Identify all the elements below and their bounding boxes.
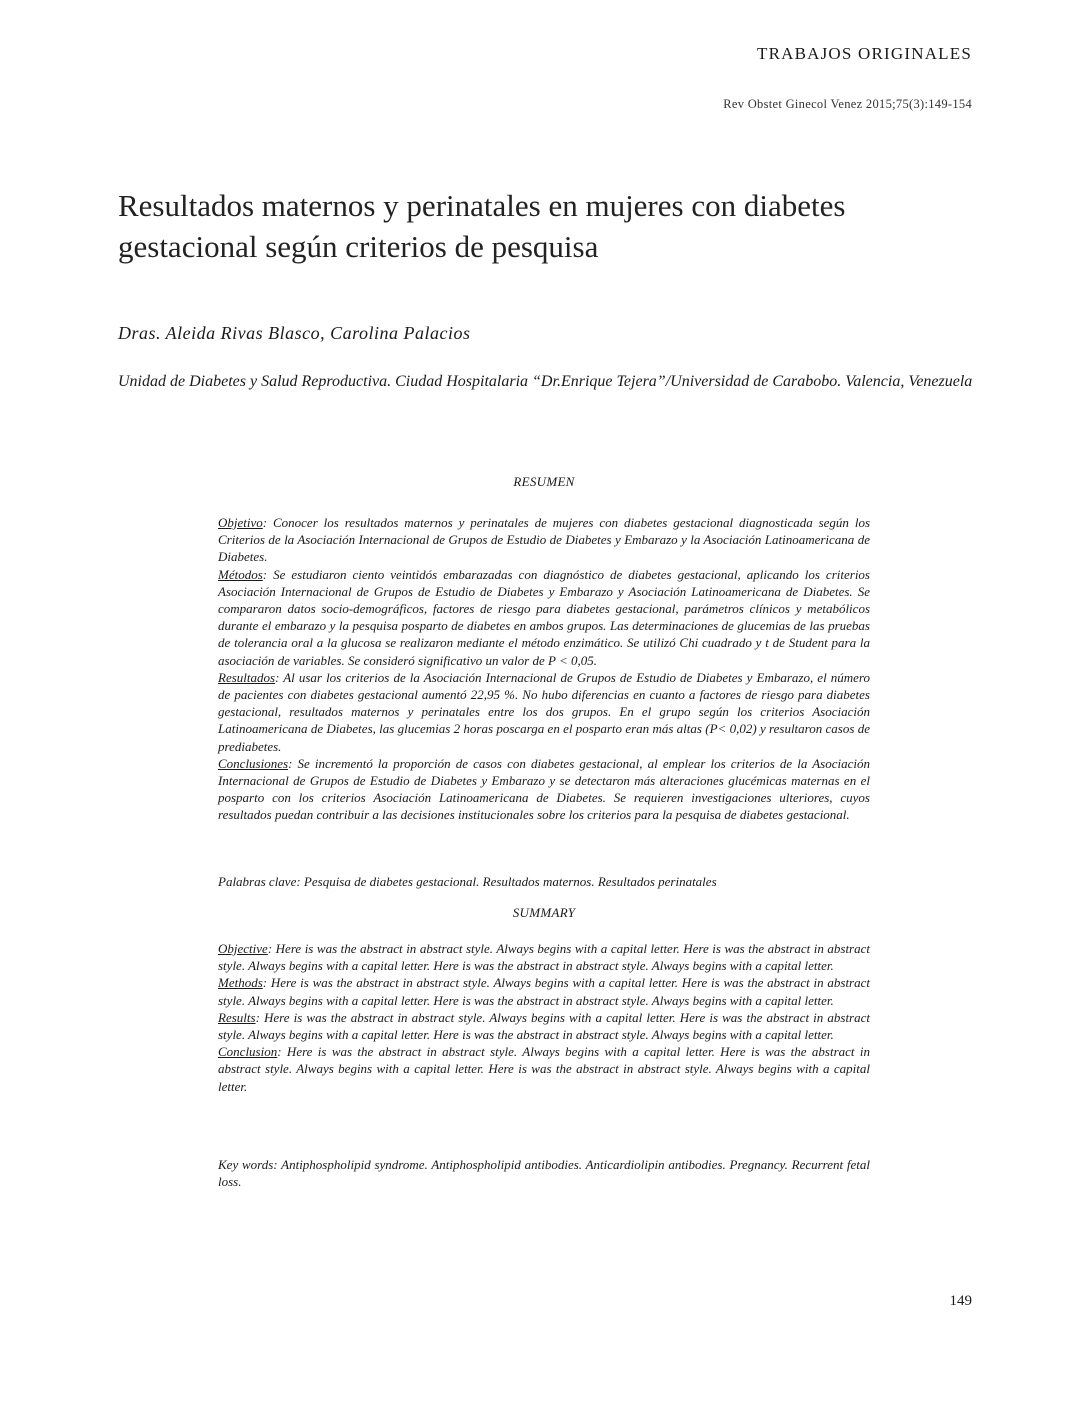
objetivo-label: Objetivo bbox=[218, 515, 263, 530]
conclusion-label: Conclusion bbox=[218, 1044, 278, 1060]
conclusiones-text: : Se incrementó la proporción de casos con diabetes gestacional, al emplear los criterios de la Asociación Internacional de Grupos de Estudio de Diabetes y Embarazo y se detectaron más alteraciones glucémicas maternas en el posparto con los criterios Asociación Latinoamericana de Diabetes. Se requieren investigaciones ulteriores, cuyos resultados puedan contribuir a las decisiones institucionales sobre los criterios para la pesquisa de diabetes gestacional. bbox=[218, 755, 870, 823]
metodos-text: : Se estudiaron ciento veintidós embarazadas con diagnóstico de diabetes gestacional, aplicando los criterios Asociación Internacional de Grupos de Estudio de Diabetes y Embarazo y Asociación Latinoamericana de Diabetes. Se compararon datos socio-demográficos, factores de riesgo para diabetes gestacional, parámetros clínicos y metabólicos durante el embarazo y la pesquisa posparto de diabetes en ambos grupos. Las determinaciones de glucemias de las pruebas de tolerancia oral a la glucosa se realizaron mediante el método enzimático. Se utilizó Chi cuadrado y t de Student para la asociación de variables. Se consideró significativo un valor de P < 0,05. bbox=[218, 566, 870, 668]
palabras-clave: Palabras clave: Pesquisa de diabetes gestacional. Resultados maternos. Resultados perinatales bbox=[218, 874, 717, 889]
objective-label: Objective bbox=[218, 941, 268, 956]
results-label: Results bbox=[218, 1009, 256, 1025]
objetivo-text: : Conocer los resultados maternos y perinatales de mujeres con diabetes gestacional diagnosticada según los Criterios de la Asociación Internacional de Grupos de Estudio de Diabetes y Embarazo y la Asociación Latinoamericana de Diabetes. bbox=[218, 515, 870, 565]
methods-paragraph bbox=[218, 974, 870, 1008]
key-words: Key words: Antiphospholipid syndrome. Antiphospholipid antibodies. Anticardiolipin antibodies. Pregnancy. Recurrent fetal loss. bbox=[218, 1157, 870, 1190]
results-paragraph bbox=[218, 1009, 870, 1043]
methods-label: Methods bbox=[218, 975, 263, 991]
conclusion-text: : Here is was the abstract in abstract style. Always begins with a capital letter. Here is was the abstract in abstract style. Always begins with a capital letter. Here is was the abstract in abstract style. Always begins with a capital letter. bbox=[218, 1044, 870, 1094]
metodos-label: Métodos bbox=[218, 566, 263, 582]
page-number: 149 bbox=[949, 1293, 972, 1309]
authors: Dras. Aleida Rivas Blasco, Carolina Palacios bbox=[118, 323, 471, 343]
conclusiones-paragraph bbox=[218, 755, 870, 824]
objective-text: : Here is was the abstract in abstract style. Always begins with a capital letter. Here is was the abstract in abstract style. Always begins with a capital letter. Here is was the abstract in abstract style. Always begins with a capital letter. bbox=[218, 941, 870, 974]
results-text: : Here is was the abstract in abstract style. Always begins with a capital letter. Here is was the abstract in abstract style. Always begins with a capital letter. Here is was the abstract in abstract style. Always begins with a capital letter. bbox=[218, 1009, 870, 1043]
section-label: TRABAJOS ORIGINALES bbox=[756, 44, 972, 63]
article-title: Resultados maternos y perinatales en mujeres con diabetes gestacional según criterios de pesquisa bbox=[118, 188, 846, 264]
summary-heading: SUMMARY bbox=[512, 905, 576, 920]
metodos-paragraph bbox=[218, 566, 870, 669]
objetivo-paragraph bbox=[218, 514, 870, 566]
journal-citation: Rev Obstet Ginecol Venez 2015;75(3):149-154 bbox=[723, 97, 972, 111]
methods-text: : Here is was the abstract in abstract style. Always begins with a capital letter. Here is was the abstract in abstract style. Always begins with a capital letter. Here is was the abstract in abstract style. Always begins with a capital letter. bbox=[218, 975, 870, 1008]
affiliation: Unidad de Diabetes y Salud Reproductiva. Ciudad Hospitalaria “Dr.Enrique Tejera”/Universidad de Carabobo. Valencia, Venezuela bbox=[118, 373, 973, 390]
resultados-label: Resultados bbox=[218, 669, 276, 685]
conclusiones-label: Conclusiones bbox=[218, 755, 289, 771]
conclusion-paragraph bbox=[218, 1043, 870, 1095]
resumen-abstract bbox=[218, 514, 870, 824]
objective-paragraph bbox=[218, 940, 870, 974]
resultados-paragraph bbox=[218, 669, 870, 755]
summary-abstract bbox=[218, 940, 870, 1095]
resumen-heading: RESUMEN bbox=[513, 474, 575, 489]
resultados-text: : Al usar los criterios de la Asociación Internacional de Grupos de Estudio de Diabetes y Embarazo, el número de pacientes con diabetes gestacional aumentó 22,95 %. No hubo diferencias en cuanto a factores de riesgo para diabetes gestacional, resultados maternos y perinatales entre los dos grupos. En el grupo según los criterios Asociación Latinoamericana de Diabetes, las glucemias 2 horas poscarga en el posparto eran más altas (P< 0,02) y resultaron casos de prediabetes. bbox=[218, 669, 870, 754]
